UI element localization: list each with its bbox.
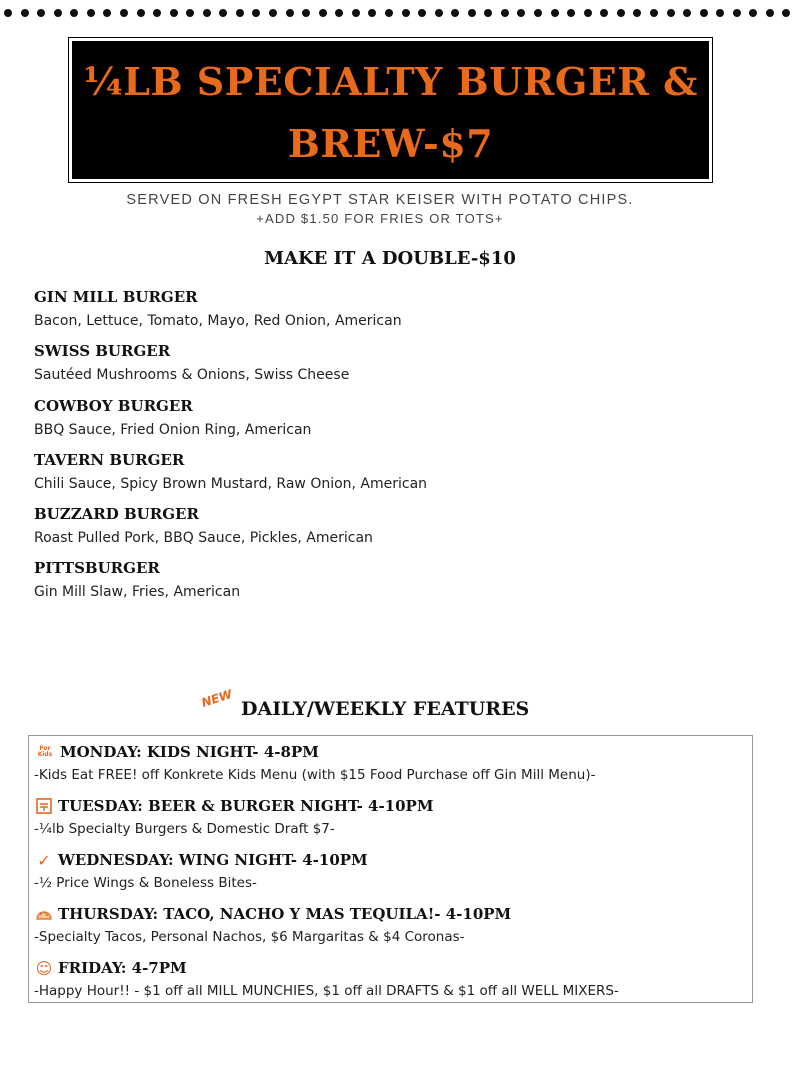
- feature-item: [34, 742, 749, 783]
- add-fries-note: +ADD $1.50 FOR FRIES OR TOTS+: [256, 211, 504, 226]
- feature-description: -Kids Eat FREE! off Konkrete Kids Menu (with $15 Food Purchase off Gin Mill Menu)-: [34, 767, 596, 783]
- burger-name: BUZZARD BURGER: [34, 505, 199, 523]
- checkmark-icon: ✓: [37, 850, 51, 870]
- burger-name: GIN MILL BURGER: [34, 288, 198, 306]
- dotted-border-top: [0, 9, 795, 21]
- burger-item: [34, 559, 240, 600]
- feature-item: [34, 958, 749, 999]
- burger-item: [34, 342, 349, 383]
- features-box: [28, 735, 753, 1003]
- feature-title: WEDNESDAY: WING NIGHT- 4-10PM: [58, 851, 368, 869]
- burger-name: PITTSBURGER: [34, 559, 160, 577]
- feature-item: [34, 904, 749, 945]
- feature-item: [34, 796, 749, 837]
- burger-name: TAVERN BURGER: [34, 451, 185, 469]
- burger-item: [34, 451, 427, 492]
- burger-description: Chili Sauce, Spicy Brown Mustard, Raw Onion, American: [34, 476, 428, 492]
- burger-description: Sautéed Mushrooms & Onions, Swiss Cheese: [34, 367, 350, 383]
- burger-description: BBQ Sauce, Fried Onion Ring, American: [34, 422, 312, 438]
- feature-title: TUESDAY: BEER & BURGER NIGHT- 4-10PM: [58, 797, 434, 815]
- burger-name: COWBOY BURGER: [34, 397, 193, 415]
- feature-title: MONDAY: KIDS NIGHT- 4-8PM: [60, 743, 319, 761]
- smiley-icon: ☺: [35, 958, 53, 978]
- burger-item: [34, 505, 373, 546]
- feature-item: [34, 850, 749, 891]
- burger-description: Bacon, Lettuce, Tomato, Mayo, Red Onion, American: [34, 313, 402, 329]
- served-note: SERVED ON FRESH EGYPT STAR KEISER WITH POTATO CHIPS.: [126, 192, 634, 208]
- feature-title: THURSDAY: TACO, NACHO Y MAS TEQUILA!- 4-10PM: [58, 905, 512, 923]
- banner-title-line-2: BREW-$7: [287, 121, 494, 166]
- new-badge: NEW: [199, 686, 234, 710]
- feature-title: FRIDAY: 4-7PM: [58, 959, 187, 977]
- title-banner: [72, 41, 709, 179]
- banner-title-line-1: ¼LB SPECIALTY BURGER &: [83, 59, 698, 104]
- burger-item: [34, 397, 311, 438]
- feature-description: -Happy Hour!! - $1 off all MILL MUNCHIES, $1 off all DRAFTS & $1 off all WELL MIXERS-: [34, 983, 619, 999]
- burger-description: Roast Pulled Pork, BBQ Sauce, Pickles, American: [34, 530, 373, 546]
- for-kids-icon: For Kids: [37, 745, 53, 758]
- burger-description: Gin Mill Slaw, Fries, American: [34, 584, 241, 600]
- beer-burger-icon: [34, 797, 54, 815]
- taco-icon: [34, 905, 54, 923]
- feature-description: -¼lb Specialty Burgers & Domestic Draft $7-: [34, 821, 335, 837]
- burger-item: [34, 288, 402, 329]
- burger-name: SWISS BURGER: [34, 342, 171, 360]
- feature-description: -½ Price Wings & Boneless Bites-: [34, 875, 257, 891]
- make-double-heading: MAKE IT A DOUBLE-$10: [264, 248, 516, 269]
- feature-description: -Specialty Tacos, Personal Nachos, $6 Margaritas & $4 Coronas-: [34, 929, 465, 945]
- features-heading: DAILY/WEEKLY FEATURES: [241, 698, 530, 720]
